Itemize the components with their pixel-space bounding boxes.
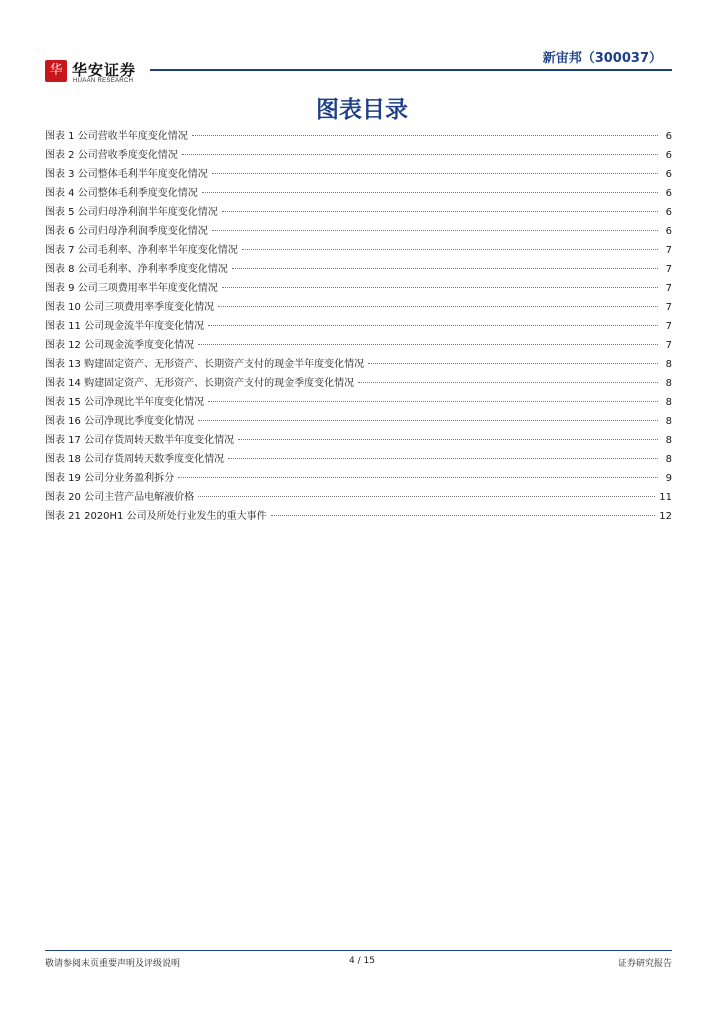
footer-disclaimer: 敬请参阅末页重要声明及评级说明 [45,959,181,969]
toc-entry-page[interactable]: 8 [665,416,672,427]
toc-leader-dots [208,389,658,402]
toc-entry-page[interactable]: 11 [659,492,672,503]
toc-entry-label[interactable]: 图表 1 公司营收半年度变化情况 [45,131,188,142]
toc-leader-dots [198,408,658,421]
toc-entry-label[interactable]: 图表 6 公司归母净利润季度变化情况 [45,226,208,237]
toc-entry-page[interactable]: 8 [665,435,672,446]
toc-entry-label[interactable]: 图表 18 公司存货周转天数季度变化情况 [45,454,225,465]
toc-entry-page[interactable]: 6 [665,169,672,180]
toc-entry-label[interactable]: 图表 15 公司净现比半年度变化情况 [45,397,205,408]
toc-entry-page[interactable]: 9 [665,473,672,484]
toc-entry-page[interactable]: 8 [665,359,672,370]
toc-entry-label[interactable]: 图表 3 公司整体毛利半年度变化情况 [45,169,208,180]
toc-entry-page[interactable]: 8 [665,454,672,465]
toc-entry-label[interactable]: 图表 11 公司现金流半年度变化情况 [45,321,205,332]
toc-entry-label[interactable]: 图表 14 购建固定资产、无形资产、长期资产支付的现金季度变化情况 [45,378,355,389]
toc-entry-page[interactable]: 6 [665,226,672,237]
toc-leader-dots [368,351,658,364]
toc-title: 图表目录 [316,97,408,123]
toc-entry-page[interactable]: 7 [665,245,672,256]
toc-entry-page[interactable]: 6 [665,131,672,142]
toc-entry-label[interactable]: 图表 12 公司现金流季度变化情况 [45,340,195,351]
toc-leader-dots [218,294,658,307]
logo-english-name: HUAAN RESEARCH [73,78,134,84]
toc-leader-dots [178,465,658,478]
toc-entry-label[interactable]: 图表 5 公司归母净利润半年度变化情况 [45,207,218,218]
toc-leader-dots [198,332,658,345]
toc-leader-dots [202,180,658,193]
toc-entry-label[interactable]: 图表 19 公司分业务盈利拆分 [45,473,175,484]
toc-leader-dots [222,275,658,288]
toc-entry-page[interactable]: 7 [665,264,672,275]
toc-entry[interactable] [45,506,672,525]
toc-entry-label[interactable]: 图表 8 公司毛利率、净利率季度变化情况 [45,264,228,275]
toc-leader-dots [192,123,658,136]
toc-entry-page[interactable]: 7 [665,283,672,294]
toc-leader-dots [242,237,658,250]
page-number: 4 / 15 [349,956,375,966]
toc-entry-page[interactable]: 8 [665,378,672,389]
toc-entry-label[interactable]: 图表 10 公司三项费用率季度变化情况 [45,302,215,313]
table-of-figures [45,126,672,525]
toc-entry-label[interactable]: 图表 16 公司净现比季度变化情况 [45,416,195,427]
toc-entry-label[interactable]: 图表 20 公司主营产品电解液价格 [45,492,195,503]
toc-entry-label[interactable]: 图表 4 公司整体毛利季度变化情况 [45,188,198,199]
toc-leader-dots [238,427,658,440]
toc-entry-page[interactable]: 7 [665,302,672,313]
toc-entry-label[interactable]: 图表 17 公司存货周转天数半年度变化情况 [45,435,235,446]
logo-chinese-name: 华安证券 [72,61,137,79]
toc-entry-page[interactable]: 6 [665,188,672,199]
toc-leader-dots [232,256,658,269]
header-divider [150,69,672,71]
toc-entry-label[interactable]: 图表 9 公司三项费用率半年度变化情况 [45,283,218,294]
toc-leader-dots [222,199,658,212]
toc-entry-label[interactable]: 图表 13 购建固定资产、无形资产、长期资产支付的现金半年度变化情况 [45,359,365,370]
toc-leader-dots [271,503,656,516]
company-ticker: 新宙邦（300037） [542,51,662,66]
toc-entry-label[interactable]: 图表 7 公司毛利率、净利率半年度变化情况 [45,245,238,256]
toc-entry-page[interactable]: 6 [665,207,672,218]
huaan-logo-icon: 华 [45,60,67,82]
toc-entry-page[interactable]: 12 [659,511,672,522]
toc-leader-dots [212,218,658,231]
toc-entry-label[interactable]: 图表 21 2020H1 公司及所处行业发生的重大事件 [45,511,267,522]
toc-entry-page[interactable]: 8 [665,397,672,408]
toc-leader-dots [198,484,655,497]
toc-entry-page[interactable]: 6 [665,150,672,161]
toc-leader-dots [182,142,658,155]
toc-leader-dots [228,446,658,459]
toc-entry-page[interactable]: 7 [665,340,672,351]
toc-entry-label[interactable]: 图表 2 公司营收季度变化情况 [45,150,178,161]
toc-leader-dots [358,370,658,383]
toc-entry-page[interactable]: 7 [665,321,672,332]
footer-divider [45,950,672,951]
toc-leader-dots [208,313,658,326]
page-header [0,0,724,90]
report-type: 证券研究报告 [617,959,672,969]
toc-leader-dots [212,161,658,174]
